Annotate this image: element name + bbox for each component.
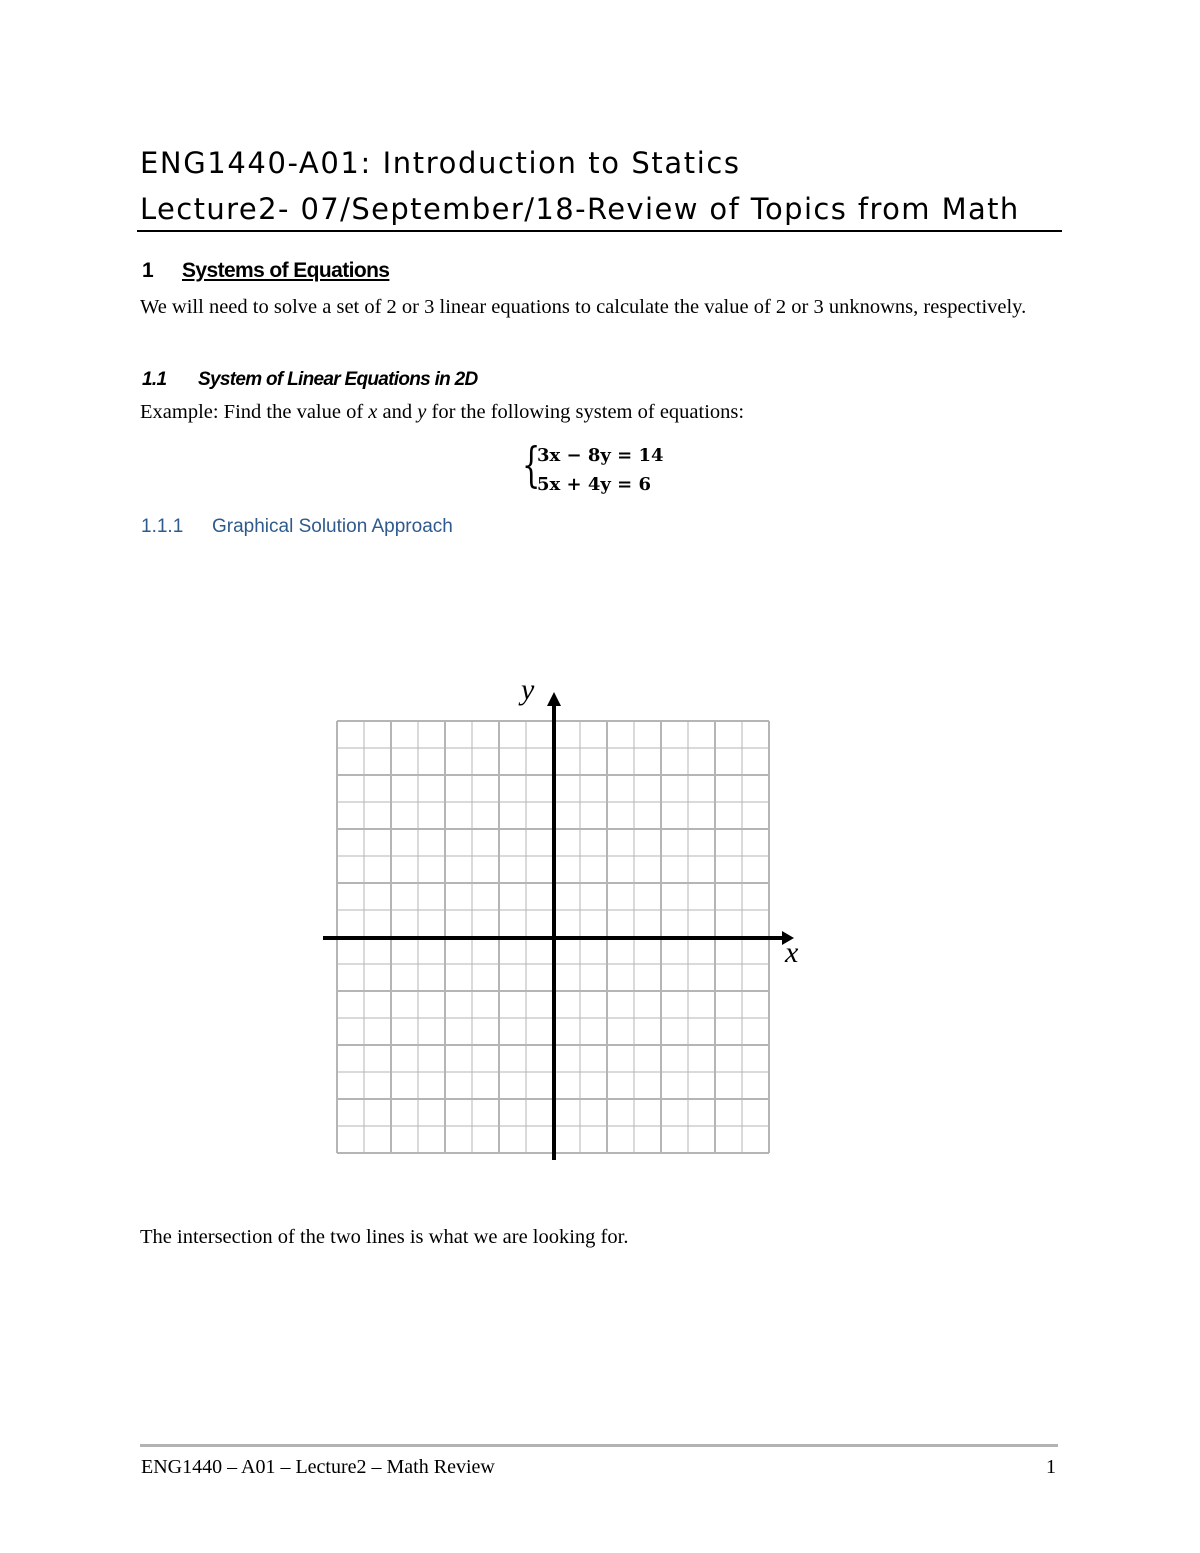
example-prefix: Example: Find the value of xyxy=(140,401,369,423)
section-1-title: Systems of Equations xyxy=(182,259,390,282)
section-1-1-1-number: 1.1.1 xyxy=(141,516,184,537)
footer-divider xyxy=(140,1444,1058,1447)
equation-brace: { xyxy=(522,437,541,493)
footer-text: ENG1440 – A01 – Lecture2 – Math Review xyxy=(141,1456,495,1478)
example-suffix: for the following system of equations: xyxy=(426,401,745,423)
section-1-1-number: 1.1 xyxy=(142,369,167,390)
section-1-1-1-heading xyxy=(141,516,453,538)
x-axis-label: x xyxy=(785,936,799,969)
example-var-y: y xyxy=(417,401,427,423)
document-subtitle: Lecture2- 07/September/18-Review of Topics from Math xyxy=(140,192,1020,226)
equation-2: 5x + 4y = 6 xyxy=(537,474,651,495)
y-axis-arrow-icon xyxy=(547,692,561,706)
document-title: ENG1440-A01: Introduction to Statics xyxy=(140,146,741,180)
equation-1: 3x − 8y = 14 xyxy=(537,445,664,466)
page-number: 1 xyxy=(1046,1456,1056,1478)
y-axis-label: y xyxy=(521,673,535,706)
section-1-1-title: System of Linear Equations in 2D xyxy=(198,369,478,390)
example-and: and xyxy=(377,401,418,423)
section-1-1-1-title: Graphical Solution Approach xyxy=(212,516,453,537)
section-1-body: We will need to solve a set of 2 or 3 linear equations to calculate the value of 2 or 3 unknowns, respectively. xyxy=(140,296,1027,318)
section-1-number: 1 xyxy=(142,259,154,282)
example-var-x: x xyxy=(368,401,378,423)
example-text xyxy=(140,397,1065,427)
axes xyxy=(323,692,794,1160)
equation-system xyxy=(522,437,664,499)
section-1-1-heading xyxy=(142,369,478,391)
section-1-heading xyxy=(142,259,389,283)
conclusion-text: The intersection of the two lines is what we are looking for. xyxy=(140,1226,629,1248)
coordinate-grid xyxy=(320,673,820,1176)
title-underline xyxy=(137,230,1062,232)
